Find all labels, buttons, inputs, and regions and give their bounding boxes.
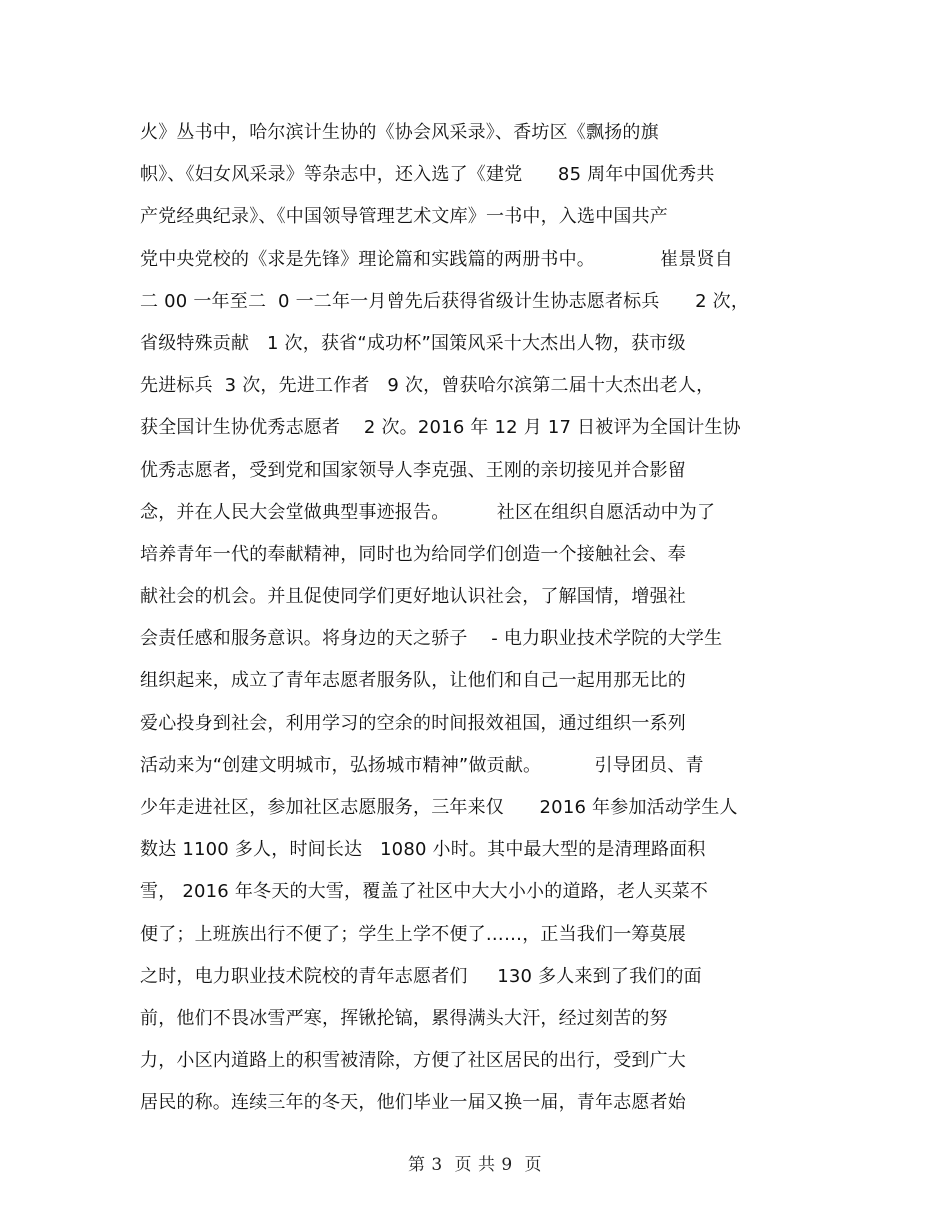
text-line: 居民的称。连续三年的冬天，他们毕业一届又换一届，青年志愿者始 bbox=[140, 1092, 686, 1114]
text-line: 组织起来，成立了青年志愿者服务队，让他们和自己一起用那无比的 bbox=[140, 670, 686, 692]
text-line: 先进标兵 3 次，先进工作者 9 次，曾获哈尔滨第二届十大杰出老人， bbox=[140, 375, 715, 397]
body-text bbox=[140, 112, 820, 1125]
text-line: 活动来为“创建文明城市，弘扬城市精神”做贡献。 引导团员、青 bbox=[140, 754, 704, 776]
text-line: 雪， 2016 年冬天的大雪，覆盖了社区中大大小小的道路，老人买菜不 bbox=[140, 881, 709, 903]
text-line: 优秀志愿者，受到党和国家领导人李克强、王刚的亲切接见并合影留 bbox=[140, 459, 686, 481]
text-line: 帜》、《妇女风采录》等杂志中，还入选了《建党 85 周年中国优秀共 bbox=[140, 164, 715, 186]
text-line: 获全国计生协优秀志愿者 2 次。2016 年 12 月 17 日被评为全国计生协 bbox=[140, 417, 741, 439]
page-number-footer: 第 3 页 共 9 页 bbox=[408, 1155, 542, 1175]
text-line: 念，并在人民大会堂做典型事迹报告。 社区在组织自愿活动中为了 bbox=[140, 501, 716, 523]
text-line: 产党经典纪录》、《中国领导管理艺术文库》一书中，入选中国共产 bbox=[140, 206, 668, 228]
text-line: 爱心投身到社会，利用学习的空余的时间报效祖国，通过组织一系列 bbox=[140, 712, 686, 734]
text-line: 会责任感和服务意识。将身边的天之骄子 - 电力职业技术学院的大学生 bbox=[140, 628, 723, 650]
text-line: 火》丛书中，哈尔滨计生协的《协会风采录》、香坊区《飘扬的旗 bbox=[140, 122, 659, 143]
text-line: 少年走进社区，参加社区志愿服务，三年来仅 2016 年参加活动学生人 bbox=[140, 797, 738, 818]
text-line: 便了；上班族出行不便了；学生上学不便了……，正当我们一筹莫展 bbox=[140, 923, 686, 945]
text-line: 前，他们不畏冰雪严寒，挥锹抡镐，累得满头大汗，经过刻苦的努 bbox=[140, 1007, 668, 1029]
text-line: 二 00 一年至二 0 一二年一月曾先后获得省级计生协志愿者标兵 2 次， bbox=[140, 290, 750, 312]
text-line: 培养青年一代的奉献精神，同时也为给同学们创造一个接触社会、奉 bbox=[140, 543, 686, 565]
text-line: 力，小区内道路上的积雪被清除，方便了社区居民的出行，受到广大 bbox=[140, 1050, 686, 1072]
text-line: 献社会的机会。并且促使同学们更好地认识社会，了解国情，增强社 bbox=[140, 586, 686, 608]
text-line: 之时，电力职业技术院校的青年志愿者们 130 多人来到了我们的面 bbox=[140, 965, 702, 987]
text-line: 省级特殊贡献 1 次，获省“成功杯”国策风采十大杰出人物，获市级 bbox=[140, 332, 686, 354]
text-line: 数达 1100 多人，时间长达 1080 小时。其中最大型的是清理路面积 bbox=[140, 839, 706, 861]
text-line: 党中央党校的《求是先锋》理论篇和实践篇的两册书中。 崔景贤自 bbox=[140, 248, 733, 270]
